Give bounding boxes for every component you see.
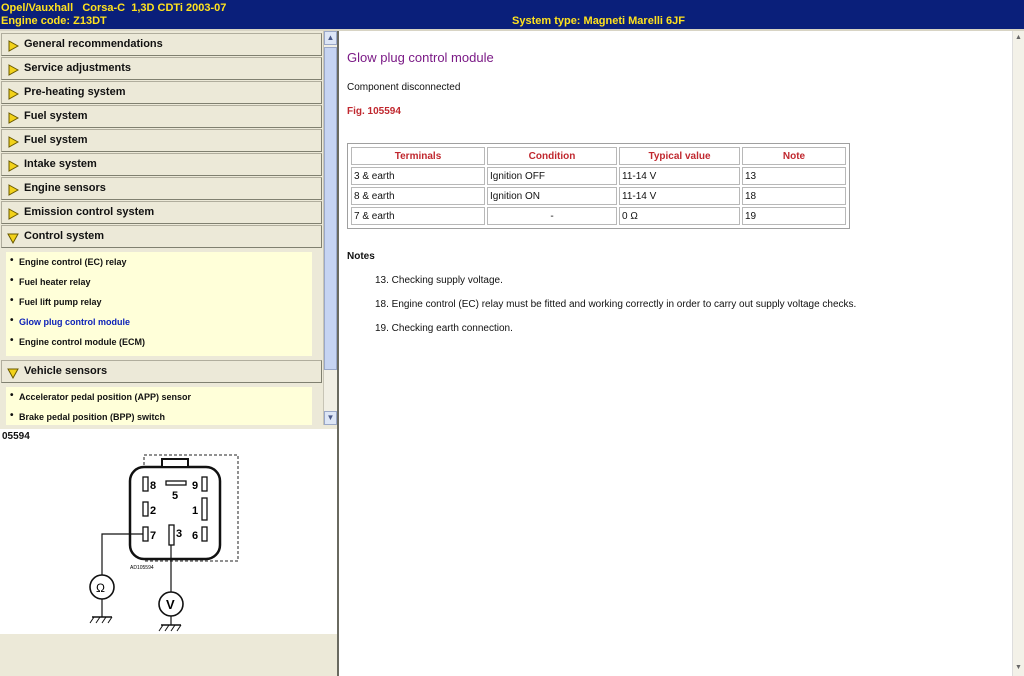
nav-subitem-active[interactable] [6, 313, 312, 333]
nav-category[interactable] [1, 177, 322, 200]
nav-category[interactable] [1, 81, 322, 104]
bullet-icon: • [10, 335, 14, 346]
nav-subitem-label: Glow plug control module [19, 317, 130, 327]
nav-scrollbar[interactable] [323, 31, 337, 425]
header-bar [0, 0, 1024, 29]
expand-arrow-icon [7, 207, 19, 219]
nav-category[interactable] [1, 153, 322, 176]
vehicle-sensors-submenu [6, 387, 312, 425]
nav-category-control-system[interactable] [1, 225, 322, 248]
nav-category-label: General recommendations [24, 38, 163, 50]
component-status: Component disconnected [347, 82, 461, 93]
page-title: Glow plug control module [347, 50, 494, 65]
nav-subitem-label: Engine control (EC) relay [19, 257, 127, 267]
engine-code: Engine code: Z13DT [1, 15, 107, 27]
nav-subitem[interactable] [6, 333, 312, 353]
pin-label: 5 [172, 490, 179, 502]
vehicle-title [1, 2, 226, 14]
collapse-arrow-icon [7, 366, 19, 378]
diagram-code: AD105594 [130, 565, 154, 571]
pin-label: 1 [192, 505, 199, 517]
nav-category-label: Pre-heating system [24, 86, 126, 98]
table-cell: 11-14 V [619, 167, 740, 185]
bullet-icon: • [10, 410, 14, 421]
table-header: Condition [487, 147, 617, 165]
nav-subitem-label: Engine control module (ECM) [19, 337, 145, 347]
table-header: Terminals [351, 147, 485, 165]
expand-arrow-icon [7, 111, 19, 123]
collapse-arrow-icon [7, 231, 19, 243]
nav-category-label: Vehicle sensors [24, 365, 108, 377]
pin-label: 7 [150, 530, 157, 542]
nav-category-label: Control system [24, 230, 105, 242]
pin-label: 3 [176, 528, 183, 540]
ohmmeter-icon: Ω [96, 581, 105, 595]
content-pane [339, 31, 1012, 676]
values-table [347, 143, 850, 229]
expand-arrow-icon [7, 183, 19, 195]
table-cell: 8 & earth [351, 187, 485, 205]
scroll-up-icon[interactable]: ▲ [324, 31, 337, 45]
table-row [351, 187, 846, 205]
nav-subitem-label: Fuel heater relay [19, 277, 91, 287]
table-cell: Ignition ON [487, 187, 617, 205]
system-type: System type: Magneti Marelli 6JF [512, 15, 685, 27]
nav-subitem-label: Accelerator pedal position (APP) sensor [19, 392, 192, 402]
table-cell: Ignition OFF [487, 167, 617, 185]
figure-reference[interactable]: Fig. 105594 [347, 106, 401, 117]
nav-category[interactable] [1, 105, 322, 128]
note-item: 13. Checking supply voltage. [375, 275, 503, 286]
bullet-icon: • [10, 275, 14, 286]
expand-arrow-icon [7, 135, 19, 147]
bullet-icon: • [10, 390, 14, 401]
expand-arrow-icon [7, 63, 19, 75]
nav-category-label: Fuel system [24, 134, 88, 146]
nav-category[interactable] [1, 57, 322, 80]
pin-label: 6 [192, 530, 199, 542]
figure-panel [0, 429, 337, 634]
left-pane [0, 31, 337, 676]
pin-label: 9 [192, 480, 199, 492]
nav-subitem[interactable] [6, 408, 312, 425]
nav-category-label: Service adjustments [24, 62, 131, 74]
table-header-row [351, 147, 846, 165]
nav-category[interactable] [1, 201, 322, 224]
table-cell: 18 [742, 187, 846, 205]
nav-subitem[interactable] [6, 293, 312, 313]
content-scrollbar[interactable] [1012, 31, 1024, 676]
expand-arrow-icon [7, 39, 19, 51]
nav-subitem-label: Fuel lift pump relay [19, 297, 102, 307]
nav-category[interactable] [1, 33, 322, 56]
vehicle-variant: 1,3D CDTi 2003-07 [131, 2, 227, 14]
nav-category-vehicle-sensors[interactable] [1, 360, 322, 383]
nav-category-label: Engine sensors [24, 182, 106, 194]
vehicle-model: Corsa-C [82, 2, 126, 14]
scroll-down-icon[interactable]: ▼ [1015, 664, 1022, 671]
nav-subitem-label: Brake pedal position (BPP) switch [19, 412, 166, 422]
table-header: Typical value [619, 147, 740, 165]
table-cell: 13 [742, 167, 846, 185]
bullet-icon: • [10, 315, 14, 326]
table-row [351, 207, 846, 225]
expand-arrow-icon [7, 87, 19, 99]
table-cell: 7 & earth [351, 207, 485, 225]
expand-arrow-icon [7, 159, 19, 171]
bullet-icon: • [10, 255, 14, 266]
pin-label: 2 [150, 505, 157, 517]
nav-subitem[interactable] [6, 388, 312, 408]
table-cell: 19 [742, 207, 846, 225]
nav-category-label: Intake system [24, 158, 97, 170]
table-header: Note [742, 147, 846, 165]
connector-diagram [80, 447, 260, 637]
notes-heading: Notes [347, 251, 375, 262]
voltmeter-icon: V [166, 597, 175, 612]
note-item: 18. Engine control (EC) relay must be fitted and working correctly in order to carry out supply voltage checks. [375, 299, 857, 310]
figure-label: 05594 [2, 431, 30, 442]
scroll-up-icon[interactable]: ▲ [1015, 34, 1022, 41]
nav-category-label: Emission control system [24, 206, 155, 218]
nav-category-label: Fuel system [24, 110, 88, 122]
scroll-down-icon[interactable]: ▼ [324, 411, 337, 425]
nav-subitem[interactable] [6, 273, 312, 293]
table-cell: 3 & earth [351, 167, 485, 185]
nav-category[interactable] [1, 129, 322, 152]
nav-list [0, 31, 322, 425]
table-cell: - [487, 207, 617, 225]
scroll-thumb[interactable] [324, 47, 337, 370]
control-system-submenu [6, 252, 312, 356]
note-item: 19. Checking earth connection. [375, 323, 513, 334]
table-cell: 11-14 V [619, 187, 740, 205]
nav-subitem[interactable] [6, 253, 312, 273]
bullet-icon: • [10, 295, 14, 306]
pin-label: 8 [150, 480, 157, 492]
table-row [351, 167, 846, 185]
vehicle-make: Opel/Vauxhall [1, 2, 74, 14]
table-cell: 0 Ω [619, 207, 740, 225]
